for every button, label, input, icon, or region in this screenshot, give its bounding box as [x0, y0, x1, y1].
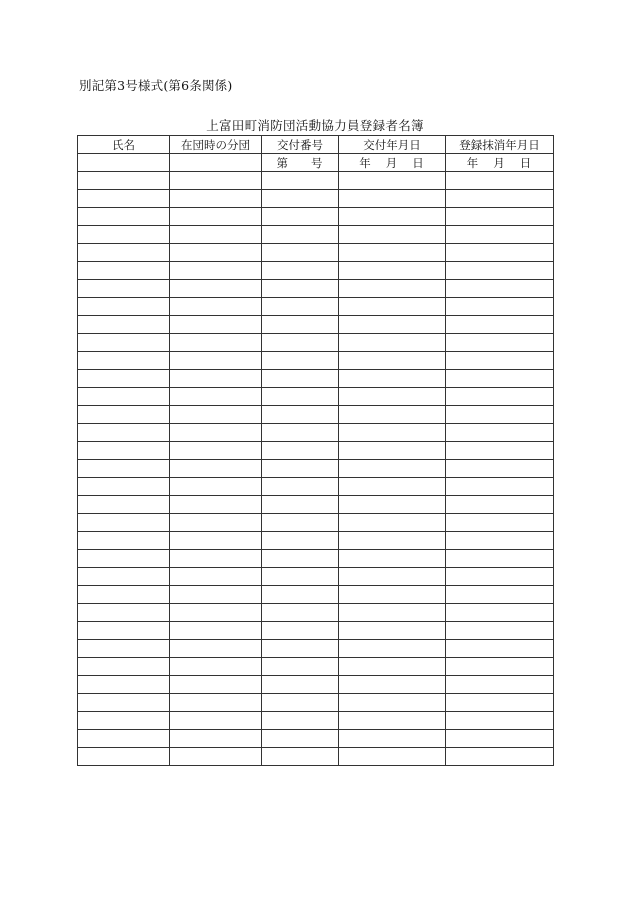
issue-date-cell[interactable]	[339, 640, 446, 658]
branch-cell[interactable]	[170, 586, 262, 604]
issue-date-cell[interactable]	[339, 622, 446, 640]
cancel-date-cell[interactable]	[446, 190, 554, 208]
name-cell[interactable]	[78, 226, 170, 244]
issue-number-cell[interactable]	[262, 748, 339, 766]
issue-day-label: 日	[412, 155, 425, 170]
issue-number-cell[interactable]	[262, 640, 339, 658]
cancel-date-cell[interactable]	[446, 478, 554, 496]
branch-cell[interactable]	[170, 190, 262, 208]
table-row	[78, 208, 554, 226]
issue-date-cell[interactable]	[339, 298, 446, 316]
name-cell[interactable]	[78, 370, 170, 388]
table-row	[78, 550, 554, 568]
name-cell[interactable]	[78, 388, 170, 406]
issue-number-cell[interactable]	[262, 208, 339, 226]
table-row	[78, 622, 554, 640]
issue-date-cell[interactable]	[339, 406, 446, 424]
issue-date-cell[interactable]	[339, 496, 446, 514]
branch-cell[interactable]	[170, 226, 262, 244]
name-cell[interactable]	[78, 712, 170, 730]
issue-number-cell[interactable]	[262, 478, 339, 496]
name-cell[interactable]	[78, 730, 170, 748]
issue-date-cell[interactable]	[339, 460, 446, 478]
branch-cell[interactable]	[170, 316, 262, 334]
name-cell[interactable]	[78, 586, 170, 604]
issue-date-cell[interactable]	[339, 676, 446, 694]
issue-number-cell[interactable]	[262, 676, 339, 694]
cancel-date-cell[interactable]	[446, 208, 554, 226]
name-cell[interactable]	[78, 532, 170, 550]
cancel-date-cell[interactable]	[446, 568, 554, 586]
cancel-date-cell[interactable]	[446, 262, 554, 280]
issue-number-cell[interactable]	[262, 280, 339, 298]
cancel-date-cell[interactable]	[446, 406, 554, 424]
cancel-date-cell[interactable]	[446, 640, 554, 658]
issue-date-cell[interactable]	[339, 154, 446, 172]
branch-cell[interactable]	[170, 658, 262, 676]
table-row	[78, 334, 554, 352]
table-row	[78, 244, 554, 262]
cancel-date-cell[interactable]	[446, 424, 554, 442]
cancel-date-cell[interactable]	[446, 172, 554, 190]
issue-date-cell[interactable]	[339, 730, 446, 748]
name-cell[interactable]	[78, 208, 170, 226]
branch-cell[interactable]	[170, 352, 262, 370]
cancel-date-cell[interactable]	[446, 604, 554, 622]
issue-date-cell[interactable]	[339, 388, 446, 406]
issue-date-cell[interactable]	[339, 424, 446, 442]
name-cell[interactable]	[78, 604, 170, 622]
cancel-month-label: 月	[493, 155, 506, 170]
issue-number-cell[interactable]	[262, 226, 339, 244]
table-row	[78, 658, 554, 676]
issue-number-cell[interactable]	[262, 550, 339, 568]
issue-date-cell[interactable]	[339, 442, 446, 460]
name-cell[interactable]	[78, 460, 170, 478]
document-title: 上富田町消防団活動協力員登録者名簿	[206, 118, 424, 133]
issue-number-cell[interactable]	[262, 352, 339, 370]
issue-date-cell[interactable]	[339, 712, 446, 730]
name-cell[interactable]	[78, 640, 170, 658]
table-row	[78, 442, 554, 460]
issue-date-cell[interactable]	[339, 370, 446, 388]
table-row	[78, 514, 554, 532]
cancel-date-cell[interactable]	[446, 694, 554, 712]
cancel-date-cell[interactable]	[446, 532, 554, 550]
cancel-date-cell[interactable]	[446, 676, 554, 694]
table-row	[78, 676, 554, 694]
name-cell[interactable]	[78, 154, 170, 172]
issue-number-cell[interactable]	[262, 424, 339, 442]
table-row	[78, 370, 554, 388]
issue-date-cell[interactable]	[339, 352, 446, 370]
name-cell[interactable]	[78, 352, 170, 370]
name-cell[interactable]	[78, 334, 170, 352]
cancel-date-cell[interactable]	[446, 442, 554, 460]
cancel-date-cell[interactable]	[446, 298, 554, 316]
branch-cell[interactable]	[170, 514, 262, 532]
name-cell[interactable]	[78, 424, 170, 442]
issue-number-cell[interactable]	[262, 514, 339, 532]
cancel-date-cell[interactable]	[446, 730, 554, 748]
table-row	[78, 496, 554, 514]
branch-cell[interactable]	[170, 460, 262, 478]
issue-number-cell[interactable]	[262, 460, 339, 478]
issue-number-cell[interactable]	[262, 406, 339, 424]
name-cell[interactable]	[78, 676, 170, 694]
issue-date-cell[interactable]	[339, 280, 446, 298]
issue-number-cell[interactable]	[262, 730, 339, 748]
cancel-date-cell[interactable]	[446, 658, 554, 676]
cancel-date-cell[interactable]	[446, 496, 554, 514]
table-row	[78, 694, 554, 712]
branch-cell[interactable]	[170, 622, 262, 640]
table-row	[78, 586, 554, 604]
issue-date-cell[interactable]	[339, 208, 446, 226]
table-row	[78, 640, 554, 658]
issue-number-cell[interactable]	[262, 604, 339, 622]
issue-date-cell[interactable]	[339, 478, 446, 496]
table-row	[78, 748, 554, 766]
branch-cell[interactable]	[170, 712, 262, 730]
table-row	[78, 190, 554, 208]
issue-number-cell[interactable]	[262, 334, 339, 352]
issue-date-cell[interactable]	[339, 532, 446, 550]
branch-cell[interactable]	[170, 154, 262, 172]
table-row	[78, 712, 554, 730]
number-suffix: 号	[311, 155, 324, 170]
cancel-date-cell[interactable]	[446, 586, 554, 604]
name-cell[interactable]	[78, 514, 170, 532]
table-row	[78, 478, 554, 496]
issue-date-cell[interactable]	[339, 334, 446, 352]
name-cell[interactable]	[78, 550, 170, 568]
branch-cell[interactable]	[170, 424, 262, 442]
issue-year-label: 年	[359, 155, 372, 170]
issue-number-cell[interactable]	[262, 154, 339, 172]
name-cell[interactable]	[78, 298, 170, 316]
issue-date-cell[interactable]	[339, 604, 446, 622]
cancel-date-cell[interactable]	[446, 244, 554, 262]
issue-number-cell[interactable]	[262, 190, 339, 208]
issue-number-cell[interactable]	[262, 586, 339, 604]
name-cell[interactable]	[78, 478, 170, 496]
issue-number-cell[interactable]	[262, 388, 339, 406]
branch-cell[interactable]	[170, 388, 262, 406]
issue-date-cell[interactable]	[339, 262, 446, 280]
issue-number-cell[interactable]	[262, 244, 339, 262]
branch-cell[interactable]	[170, 604, 262, 622]
branch-cell[interactable]	[170, 244, 262, 262]
cancel-date-cell[interactable]	[446, 334, 554, 352]
table-header-row	[78, 136, 554, 154]
name-cell[interactable]	[78, 568, 170, 586]
name-cell[interactable]	[78, 406, 170, 424]
cancel-date-cell[interactable]	[446, 352, 554, 370]
branch-cell[interactable]	[170, 496, 262, 514]
cancel-date-cell[interactable]	[446, 748, 554, 766]
name-cell[interactable]	[78, 658, 170, 676]
cancel-date-cell[interactable]	[446, 550, 554, 568]
issue-number-cell[interactable]	[262, 532, 339, 550]
table-row	[78, 316, 554, 334]
name-cell[interactable]	[78, 694, 170, 712]
branch-cell[interactable]	[170, 406, 262, 424]
issue-date-cell[interactable]	[339, 190, 446, 208]
issue-date-cell[interactable]	[339, 244, 446, 262]
cancel-date-cell[interactable]	[446, 712, 554, 730]
name-cell[interactable]	[78, 262, 170, 280]
cancel-date-cell[interactable]	[446, 316, 554, 334]
cancel-date-cell[interactable]	[446, 514, 554, 532]
column-header-branch: 在団時の分団	[170, 136, 262, 154]
form-number-label: 別記第3号様式(第6条関係)	[79, 78, 233, 93]
issue-date-cell[interactable]	[339, 172, 446, 190]
name-cell[interactable]	[78, 172, 170, 190]
issue-date-cell[interactable]	[339, 586, 446, 604]
table-row	[78, 352, 554, 370]
name-cell[interactable]	[78, 622, 170, 640]
branch-cell[interactable]	[170, 478, 262, 496]
cancel-date-cell[interactable]	[446, 226, 554, 244]
issue-date-cell[interactable]	[339, 514, 446, 532]
table-row	[78, 172, 554, 190]
name-cell[interactable]	[78, 748, 170, 766]
column-header-issue-number: 交付番号	[262, 136, 339, 154]
issue-date-cell[interactable]	[339, 658, 446, 676]
branch-cell[interactable]	[170, 550, 262, 568]
issue-date-cell[interactable]	[339, 694, 446, 712]
table-row	[78, 280, 554, 298]
table-row	[78, 406, 554, 424]
branch-cell[interactable]	[170, 532, 262, 550]
cancel-date-cell[interactable]	[446, 280, 554, 298]
issue-number-cell[interactable]	[262, 262, 339, 280]
issue-month-label: 月	[385, 155, 399, 170]
issue-number-cell[interactable]	[262, 316, 339, 334]
branch-cell[interactable]	[170, 298, 262, 316]
cancel-date-cell[interactable]	[446, 370, 554, 388]
table-row	[78, 730, 554, 748]
name-cell[interactable]	[78, 280, 170, 298]
issue-date-cell[interactable]	[339, 550, 446, 568]
branch-cell[interactable]	[170, 676, 262, 694]
name-cell[interactable]	[78, 316, 170, 334]
issue-number-cell[interactable]	[262, 172, 339, 190]
branch-cell[interactable]	[170, 640, 262, 658]
branch-cell[interactable]	[170, 280, 262, 298]
column-header-issue-date: 交付年月日	[339, 136, 446, 154]
issue-date-cell[interactable]	[339, 748, 446, 766]
branch-cell[interactable]	[170, 208, 262, 226]
branch-cell[interactable]	[170, 334, 262, 352]
table-row	[78, 388, 554, 406]
issue-number-cell[interactable]	[262, 712, 339, 730]
name-cell[interactable]	[78, 496, 170, 514]
column-header-cancel-date: 登録抹消年月日	[446, 136, 554, 154]
table-row	[78, 604, 554, 622]
table-row	[78, 424, 554, 442]
table-row	[78, 532, 554, 550]
issue-number-cell[interactable]	[262, 370, 339, 388]
cancel-date-cell[interactable]	[446, 622, 554, 640]
table-subheader-row	[78, 154, 554, 172]
cancel-date-cell[interactable]	[446, 460, 554, 478]
branch-cell[interactable]	[170, 694, 262, 712]
branch-cell[interactable]	[170, 262, 262, 280]
name-cell[interactable]	[78, 190, 170, 208]
cancel-date-cell[interactable]	[446, 154, 554, 172]
registry-table	[77, 135, 554, 766]
issue-number-cell[interactable]	[262, 568, 339, 586]
issue-number-cell[interactable]	[262, 622, 339, 640]
branch-cell[interactable]	[170, 370, 262, 388]
issue-date-cell[interactable]	[339, 316, 446, 334]
number-prefix: 第	[276, 155, 289, 170]
table-row	[78, 460, 554, 478]
table-row	[78, 226, 554, 244]
issue-number-cell[interactable]	[262, 658, 339, 676]
issue-number-cell[interactable]	[262, 496, 339, 514]
branch-cell[interactable]	[170, 172, 262, 190]
branch-cell[interactable]	[170, 442, 262, 460]
issue-date-cell[interactable]	[339, 226, 446, 244]
name-cell[interactable]	[78, 442, 170, 460]
issue-date-cell[interactable]	[339, 568, 446, 586]
branch-cell[interactable]	[170, 748, 262, 766]
cancel-day-label: 日	[519, 155, 533, 170]
issue-number-cell[interactable]	[262, 694, 339, 712]
branch-cell[interactable]	[170, 568, 262, 586]
table-row	[78, 568, 554, 586]
column-header-name: 氏名	[78, 136, 170, 154]
table-row	[78, 298, 554, 316]
name-cell[interactable]	[78, 244, 170, 262]
cancel-year-label: 年	[466, 155, 480, 170]
issue-number-cell[interactable]	[262, 442, 339, 460]
cancel-date-cell[interactable]	[446, 388, 554, 406]
branch-cell[interactable]	[170, 730, 262, 748]
table-row	[78, 262, 554, 280]
issue-number-cell[interactable]	[262, 298, 339, 316]
